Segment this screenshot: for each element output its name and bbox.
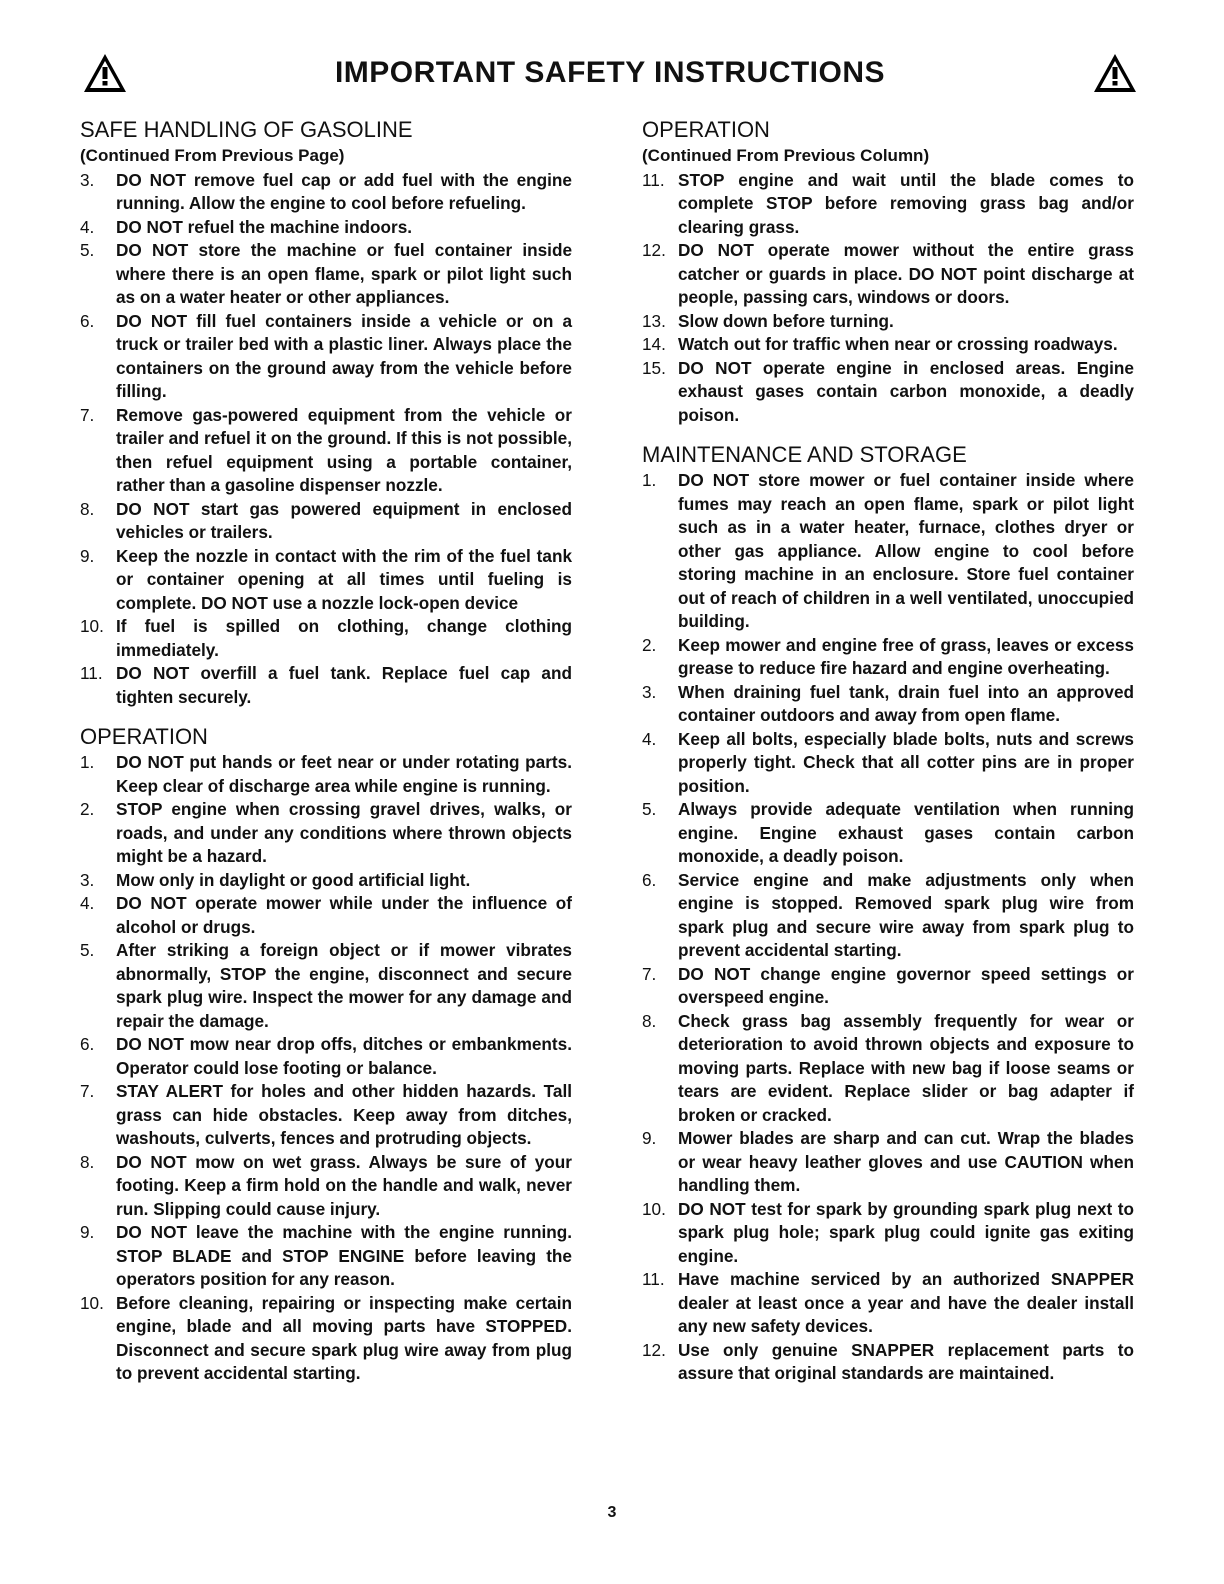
item-number: 6.: [80, 310, 95, 331]
item-number: 11.: [80, 663, 103, 683]
item-number: 12.: [642, 240, 666, 260]
list-item: [80, 169, 572, 216]
item-text: DO NOT overfill a fuel tank. Replace fuel cap and tighten securely.: [116, 663, 572, 707]
item-text: Before cleaning, repairing or inspecting make certain engine, blade and all moving parts have STOPPED. Disconnect and secure spark plug wire away from plug to prevent accidental starting.: [116, 1292, 572, 1383]
list-item: [642, 1268, 1134, 1339]
item-number: 9.: [80, 545, 95, 566]
item-number: 5.: [642, 799, 657, 819]
item-text: Slow down before turning.: [678, 310, 894, 331]
list-item: [80, 615, 572, 662]
list-item: [80, 751, 572, 798]
list-item: [642, 1339, 1134, 1386]
item-number: 7.: [642, 963, 657, 984]
item-text: DO NOT mow on wet grass. Always be sure of your footing. Keep a firm hold on the handle and walk, never run. Slipping could cause injury.: [116, 1151, 572, 1219]
item-text: DO NOT operate mower while under the influence of alcohol or drugs.: [116, 893, 572, 937]
item-number: 4.: [80, 893, 95, 913]
list-item: [642, 333, 1134, 357]
list-item: [80, 662, 572, 709]
instruction-list: [642, 169, 1134, 428]
list-item: [80, 1221, 572, 1292]
item-number: 13.: [642, 310, 666, 331]
item-text: DO NOT start gas powered equipment in enclosed vehicles or trailers.: [116, 498, 572, 542]
list-item: [642, 963, 1134, 1010]
item-text: Keep the nozzle in contact with the rim of the fuel tank or container opening at all times until fueling is complete. DO NOT use a nozzle lock-open device: [116, 545, 572, 613]
list-item: [80, 1151, 572, 1222]
section-title: OPERATION: [642, 117, 770, 142]
item-text: DO NOT operate engine in enclosed areas. Engine exhaust gases contain carbon monoxide, a deadly poison.: [678, 357, 1134, 425]
item-text: Keep mower and engine free of grass, leaves or excess grease to reduce fire hazard and engine overheating.: [678, 634, 1134, 678]
section-subtitle: (Continued From Previous Column): [642, 146, 930, 165]
section-safe-handling-of-gasoline: [80, 116, 572, 709]
item-text: STOP engine and wait until the blade comes to complete STOP before removing grass bag and/or clearing grass.: [678, 169, 1134, 237]
item-number: 1.: [642, 470, 657, 490]
list-item: [80, 239, 572, 310]
list-item: [642, 869, 1134, 963]
item-number: 4.: [80, 216, 95, 237]
item-text: Use only genuine SNAPPER replacement parts to assure that original standards are maintained.: [678, 1339, 1134, 1383]
item-text: Have machine serviced by an authorized SNAPPER dealer at least once a year and have the dealer install any new safety devices.: [678, 1269, 1134, 1336]
item-number: 9.: [642, 1128, 657, 1148]
item-text: STAY ALERT for holes and other hidden hazards. Tall grass can hide obstacles. Keep away from ditches, washouts, culverts, fences and protruding objects.: [116, 1081, 572, 1148]
item-number: 6.: [80, 1034, 95, 1054]
list-item: [80, 310, 572, 404]
section-title: SAFE HANDLING OF GASOLINE: [80, 117, 413, 142]
item-number: 1.: [80, 752, 95, 772]
item-text: DO NOT test for spark by grounding spark plug next to spark plug hole; spark plug could ignite gas exiting engine.: [678, 1198, 1134, 1266]
item-number: 10.: [642, 1198, 666, 1219]
page-number: 3: [607, 1504, 617, 1521]
item-number: 12.: [642, 1339, 666, 1360]
item-number: 14.: [642, 334, 666, 354]
list-item: [80, 1033, 572, 1080]
section-title: OPERATION: [80, 724, 208, 749]
list-item: [642, 1127, 1134, 1198]
instruction-list: [642, 469, 1134, 1386]
item-number: 11.: [642, 1269, 665, 1289]
list-item: [642, 357, 1134, 428]
item-text: STOP engine when crossing gravel drives, walks, or roads, and under any conditions where thrown objects might be a hazard.: [116, 799, 572, 866]
list-item: [642, 798, 1134, 869]
list-item: [642, 1010, 1134, 1128]
item-number: 3.: [80, 869, 95, 890]
item-number: 6.: [642, 869, 657, 890]
list-item: [80, 1292, 572, 1386]
instruction-list: [80, 169, 572, 710]
item-text: Keep all bolts, especially blade bolts, nuts and screws properly tight. Check that all cotter pins are in proper position.: [678, 728, 1134, 796]
item-number: 5.: [80, 940, 95, 960]
list-item: [642, 239, 1134, 310]
item-number: 3.: [80, 169, 95, 190]
item-text: If fuel is spilled on clothing, change clothing immediately.: [116, 616, 572, 660]
item-text: Always provide adequate ventilation when running engine. Engine exhaust gases contain carbon monoxide, a deadly poison.: [678, 799, 1134, 866]
item-text: DO NOT fill fuel containers inside a vehicle or on a truck or trailer bed with a plastic liner. Always place the containers on the ground away from the vehicle before filling.: [116, 310, 572, 401]
warning-triangle-icon: [1092, 52, 1138, 94]
page-title: IMPORTANT SAFETY INSTRUCTIONS: [334, 56, 886, 89]
section-maintenance-and-storage: [642, 441, 1134, 1386]
item-number: 11.: [642, 169, 665, 190]
list-item: [80, 498, 572, 545]
item-number: 10.: [80, 616, 104, 636]
item-number: 3.: [642, 681, 657, 702]
item-number: 8.: [642, 1010, 657, 1031]
item-number: 7.: [80, 1081, 95, 1101]
section-title: MAINTENANCE AND STORAGE: [642, 442, 967, 467]
list-item: [80, 545, 572, 616]
item-number: 2.: [642, 634, 657, 655]
list-item: [642, 469, 1134, 634]
item-number: 2.: [80, 799, 95, 819]
item-text: DO NOT store the machine or fuel container inside where there is an open flame, spark or pilot light such as on a water heater or other appliances.: [116, 240, 572, 307]
item-text: DO NOT mow near drop offs, ditches or embankments. Operator could lose footing or balance.: [116, 1034, 572, 1078]
item-text: DO NOT operate mower without the entire grass catcher or guards in place. DO NOT point discharge at people, passing cars, windows or doors.: [678, 240, 1134, 307]
item-text: DO NOT leave the machine with the engine running. STOP BLADE and STOP ENGINE before leaving the operators position for any reason.: [116, 1222, 572, 1289]
section-operation: [80, 723, 572, 1386]
page-header: [80, 52, 1140, 98]
list-item: [642, 1198, 1134, 1269]
list-item: [80, 869, 572, 893]
item-text: Service engine and make adjustments only when engine is stopped. Removed spark plug wire from spark plug and secure wire away from spark plug to prevent accidental starting.: [678, 869, 1134, 960]
list-item: [80, 216, 572, 240]
list-item: [80, 892, 572, 939]
item-number: 8.: [80, 498, 95, 519]
list-item: [642, 728, 1134, 799]
list-item: [642, 681, 1134, 728]
list-item: [80, 1080, 572, 1151]
item-text: After striking a foreign object or if mower vibrates abnormally, STOP the engine, disconnect and secure spark plug wire. Inspect the mower for any damage and repair the damage.: [116, 940, 572, 1031]
item-text: Check grass bag assembly frequently for wear or deterioration to avoid thrown objects and exposure to moving parts. Replace with new bag if loose seams or tears are evident. Replace slider or bag adapter if broken or cracked.: [678, 1010, 1134, 1125]
list-item: [642, 310, 1134, 334]
item-number: 10.: [80, 1292, 104, 1313]
item-text: DO NOT remove fuel cap or add fuel with the engine running. Allow the engine to cool before refueling.: [116, 169, 572, 213]
item-text: DO NOT change engine governor speed settings or overspeed engine.: [678, 963, 1134, 1007]
right-column: [642, 116, 1134, 1400]
item-text: DO NOT put hands or feet near or under rotating parts. Keep clear of discharge area while engine is running.: [116, 752, 572, 796]
item-text: When draining fuel tank, drain fuel into an approved container outdoors and away from open flame.: [678, 681, 1134, 725]
list-item: [80, 404, 572, 498]
item-text: Mow only in daylight or good artificial light.: [116, 869, 471, 890]
list-item: [642, 634, 1134, 681]
section-subtitle: (Continued From Previous Page): [80, 146, 345, 165]
list-item: [80, 939, 572, 1033]
item-number: 8.: [80, 1151, 95, 1172]
section-operation: [642, 116, 1134, 427]
list-item: [642, 169, 1134, 240]
item-number: 9.: [80, 1222, 95, 1242]
instruction-list: [80, 751, 572, 1386]
list-item: [80, 798, 572, 869]
item-text: DO NOT store mower or fuel container inside where fumes may reach an open flame, spark or pilot light such as in a water heater, furnace, clothes dryer or other gas appliance. Allow engine to cool before storing machine in an enclosure. Store fuel container out of reach of children in a well ventilated, unoccupied building.: [678, 470, 1134, 631]
item-text: Watch out for traffic when near or crossing roadways.: [678, 334, 1118, 354]
item-text: Remove gas-powered equipment from the vehicle or trailer and refuel it on the ground. If this is not possible, then refuel equipment using a portable container, rather than a gasoline dispenser nozzle.: [116, 404, 572, 495]
item-number: 5.: [80, 240, 95, 260]
item-text: Mower blades are sharp and can cut. Wrap the blades or wear heavy leather gloves and use CAUTION when handling them.: [678, 1128, 1134, 1195]
item-number: 15.: [642, 357, 666, 378]
item-number: 4.: [642, 728, 657, 749]
left-column: [80, 116, 572, 1400]
item-number: 7.: [80, 404, 95, 425]
item-text: DO NOT refuel the machine indoors.: [116, 216, 413, 237]
